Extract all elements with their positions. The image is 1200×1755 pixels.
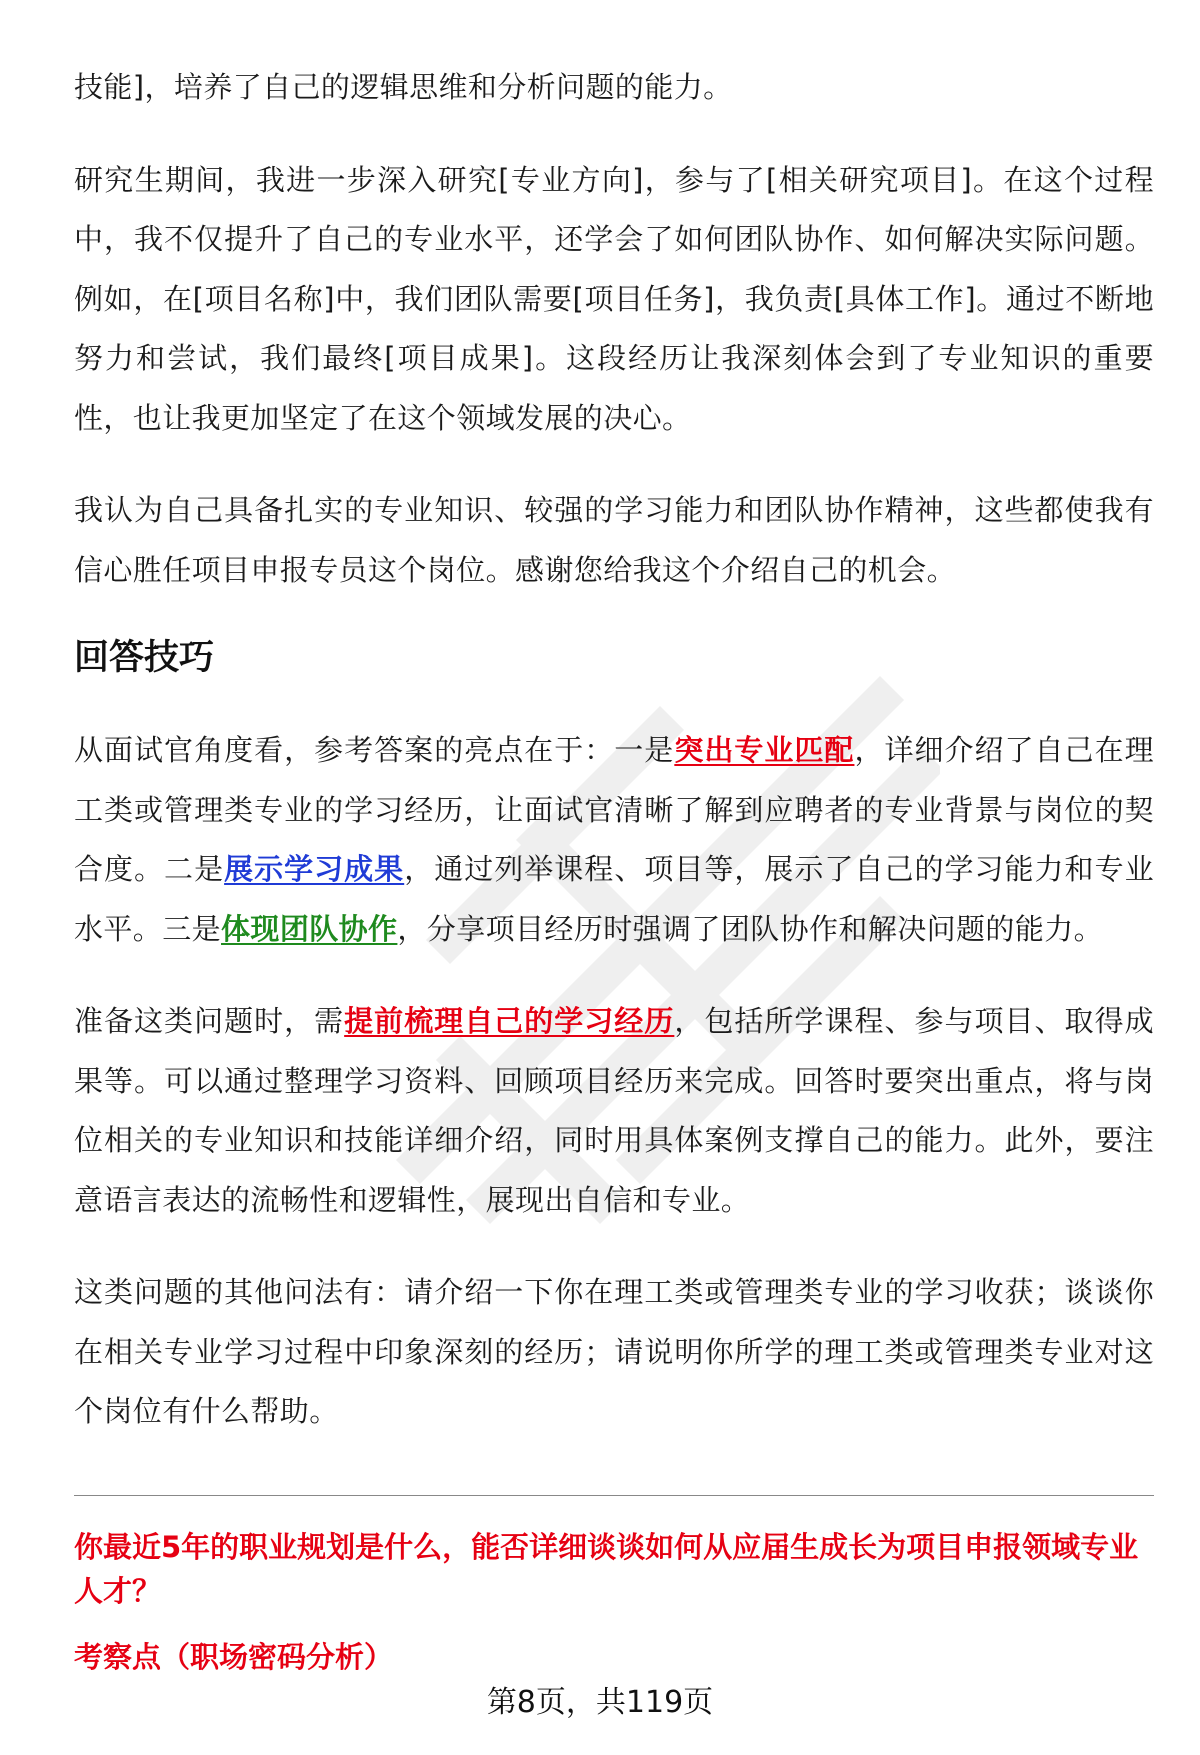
body-paragraph-3: 我认为自己具备扎实的专业知识、较强的学习能力和团队协作精神，这些都使我有信心胜任项目申报专员这个岗位。感谢您给我这个介绍自己的机会。	[74, 493, 1154, 587]
tips-paragraph-1	[74, 721, 1154, 959]
body-paragraph-1: 技能]，培养了自己的逻辑思维和分析问题的能力。	[74, 70, 733, 104]
tips-text: ，通过列举课程、项目等，展示了自己的学习能力和专业水平。三是	[74, 852, 1154, 946]
tips-text: ，详细介绍了自己在理工类或管理类专业的学习经历，让面试官清晰了解到应聘者的专业背景与岗位的契合度。二是	[74, 733, 1154, 886]
section-heading-tips: 回答技巧	[74, 638, 215, 678]
tips-paragraph-2	[74, 992, 1154, 1230]
tips-paragraph-3: 这类问题的其他问法有：请介绍一下你在理工类或管理类专业的学习收获；谈谈你在相关专业学习过程中印象深刻的经历；请说明你所学的理工类或管理类专业对这个岗位有什么帮助。	[74, 1275, 1154, 1428]
tips-text: ，包括所学课程、参与项目、取得成果等。可以通过整理学习资料、回顾项目经历来完成。回答时要突出重点，将与岗位相关的专业知识和技能详细介绍，同时用具体案例支撑自己的能力。此外，要注意语言表达的流畅性和逻辑性，展现出自信和专业。	[74, 1004, 1154, 1217]
tips-text: ，分享项目经历时强调了团队协作和解决问题的能力。	[397, 911, 1104, 946]
page-number-footer: 第8页，共119页	[486, 1685, 714, 1720]
highlight-teamwork: 体现团队协作	[221, 911, 398, 946]
highlight-learning-results: 展示学习成果	[224, 852, 405, 886]
tips-text: 准备这类问题时，需	[74, 1004, 345, 1038]
tips-text: 从面试官角度看，参考答案的亮点在于：一是	[74, 733, 675, 767]
section-divider	[74, 1495, 1154, 1496]
highlight-organize-experience: 提前梳理自己的学习经历	[344, 1004, 675, 1038]
body-paragraph-2: 研究生期间，我进一步深入研究[专业方向]，参与了[相关研究项目]。在这个过程中，我不仅提升了自己的专业水平，还学会了如何团队协作、如何解决实际问题。例如，在[项目名称]中，我们团队需要[项目任务]，我负责[具体工作]。通过不断地努力和尝试，我们最终[项目成果]。这段经历让我深刻体会到了专业知识的重要性，也让我更加坚定了在这个领域发展的决心。	[74, 162, 1154, 435]
highlight-professional-match: 突出专业匹配	[674, 733, 855, 767]
main-content	[74, 58, 1154, 1475]
next-question-subtitle: 考察点（职场密码分析）	[74, 1640, 394, 1674]
next-question-title: 你最近5年的职业规划是什么，能否详细谈谈如何从应届生成长为项目申报领域专业人才？	[74, 1530, 1139, 1608]
